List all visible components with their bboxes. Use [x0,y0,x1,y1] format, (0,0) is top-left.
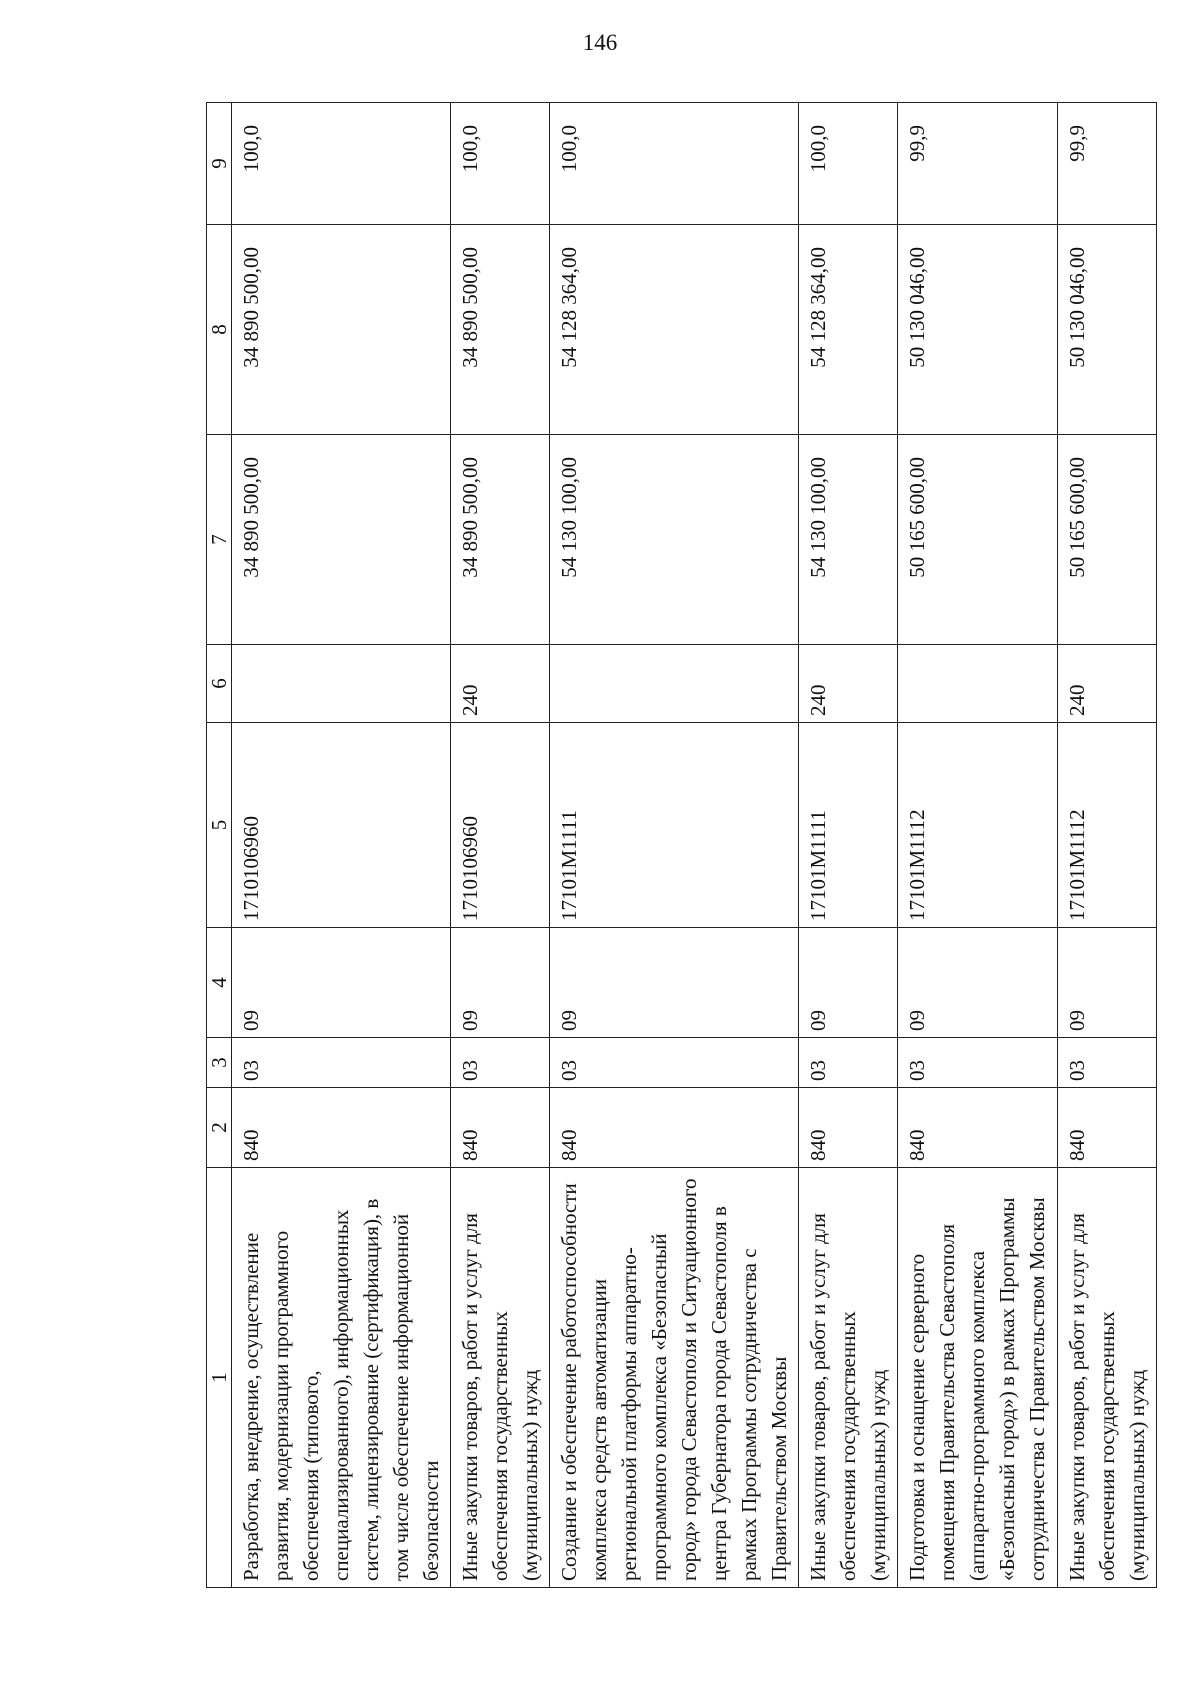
cell-code-5: 17101M1111 [550,723,799,928]
cell-code-6 [898,645,1058,723]
cell-amount-8: 34 890 500,00 [451,225,550,435]
cell-code-3: 03 [451,1038,550,1088]
cell-code-4: 09 [1058,928,1157,1038]
cell-amount-8: 34 890 500,00 [232,225,451,435]
row-description: Подготовка и оснащение серверного помещения Правительства Севастополя (аппаратно-программного комплекса «Безопасный город») в рамках Программы сотрудничества с Правительством Москвы [898,1168,1058,1588]
cell-code-4: 09 [550,928,799,1038]
cell-code-3: 03 [550,1038,799,1088]
row-description: Иные закупки товаров, работ и услуг для обеспечения государственных (муниципальных) нужд [1058,1168,1157,1588]
cell-percent-9: 99,9 [898,103,1058,225]
table-row [799,103,898,1588]
cell-code-3: 03 [1058,1038,1157,1088]
cell-code-6 [550,645,799,723]
table-row [232,103,451,1588]
rotated-table-wrapper [206,103,1149,1588]
cell-percent-9: 100,0 [451,103,550,225]
cell-code-2: 840 [1058,1088,1157,1168]
cell-amount-7: 50 165 600,00 [1058,435,1157,645]
page-number: 146 [582,30,618,55]
table-row [451,103,550,1588]
cell-code-6: 240 [1058,645,1157,723]
table-row [898,103,1058,1588]
cell-amount-7: 54 130 100,00 [550,435,799,645]
cell-code-5: 17101M1111 [799,723,898,928]
cell-percent-9: 100,0 [799,103,898,225]
cell-code-2: 840 [451,1088,550,1168]
column-header: 4 [207,928,232,1038]
table-header-row [207,103,232,1588]
cell-code-4: 09 [898,928,1058,1038]
table-row [1058,103,1157,1588]
table-row [550,103,799,1588]
column-header: 8 [207,225,232,435]
cell-amount-8: 54 128 364,00 [550,225,799,435]
cell-code-5: 1710106960 [451,723,550,928]
row-description: Иные закупки товаров, работ и услуг для обеспечения государственных (муниципальных) нужд [799,1168,898,1588]
cell-code-6: 240 [799,645,898,723]
row-description: Иные закупки товаров, работ и услуг для обеспечения государственных (муниципальных) нужд [451,1168,550,1588]
cell-amount-7: 34 890 500,00 [232,435,451,645]
column-header: 3 [207,1038,232,1088]
column-header: 9 [207,103,232,225]
row-description: Создание и обеспечение работоспособности комплекса средств автоматизации региональной платформы аппаратно-программного комплекса «Безопасный город» города Севастополя и Ситуационного центра Губернатора города Севастополя в рамках Программы сотрудничества с Правительством Москвы [550,1168,799,1588]
budget-table [206,102,1157,1588]
cell-code-2: 840 [550,1088,799,1168]
cell-percent-9: 99,9 [1058,103,1157,225]
cell-code-6 [232,645,451,723]
cell-code-3: 03 [898,1038,1058,1088]
cell-amount-7: 50 165 600,00 [898,435,1058,645]
column-header: 7 [207,435,232,645]
column-header: 1 [207,1168,232,1588]
cell-percent-9: 100,0 [550,103,799,225]
cell-code-5: 17101M1112 [1058,723,1157,928]
cell-code-4: 09 [799,928,898,1038]
cell-amount-8: 54 128 364,00 [799,225,898,435]
row-description: Разработка, внедрение, осуществление развития, модернизации программного обеспечения (типового, специализированного), информационных систем, лицензирование (сертификация), в том числе обеспечение информационной безопасности [232,1168,451,1588]
cell-code-5: 1710106960 [232,723,451,928]
cell-code-5: 17101M1112 [898,723,1058,928]
column-header: 6 [207,645,232,723]
cell-amount-8: 50 130 046,00 [1058,225,1157,435]
cell-code-3: 03 [799,1038,898,1088]
cell-code-2: 840 [232,1088,451,1168]
cell-code-2: 840 [799,1088,898,1168]
cell-amount-7: 54 130 100,00 [799,435,898,645]
cell-code-2: 840 [898,1088,1058,1168]
cell-amount-8: 50 130 046,00 [898,225,1058,435]
cell-code-4: 09 [451,928,550,1038]
cell-code-3: 03 [232,1038,451,1088]
cell-code-6: 240 [451,645,550,723]
column-header: 2 [207,1088,232,1168]
cell-code-4: 09 [232,928,451,1038]
column-header: 5 [207,723,232,928]
cell-amount-7: 34 890 500,00 [451,435,550,645]
cell-percent-9: 100,0 [232,103,451,225]
